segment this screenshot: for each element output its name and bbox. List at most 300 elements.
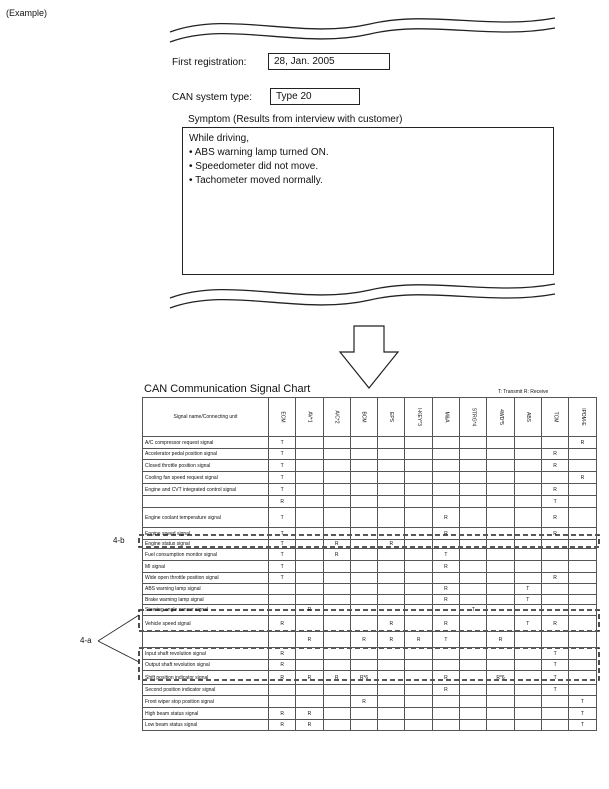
signal-cell: T xyxy=(569,696,596,708)
signal-row xyxy=(143,496,597,508)
unit-header-label: BCM xyxy=(361,411,368,423)
signal-cell xyxy=(323,472,350,484)
signal-cell xyxy=(405,449,432,460)
signal-cell xyxy=(296,595,323,605)
unit-header-label: TCM xyxy=(552,411,559,423)
signal-cell xyxy=(569,616,596,632)
signal-cell xyxy=(323,648,350,660)
unit-header-label: EPS xyxy=(388,411,395,423)
signal-cell xyxy=(323,720,350,731)
signal-cell xyxy=(296,685,323,696)
signal-cell xyxy=(296,449,323,460)
signal-cell xyxy=(487,660,514,671)
signal-name: Low beam status signal xyxy=(143,720,269,731)
signal-cell xyxy=(514,437,541,449)
signal-cell: R xyxy=(296,720,323,731)
symptom-label: Symptom (Results from interview with customer) xyxy=(188,114,403,125)
signal-cell xyxy=(350,648,377,660)
signal-name: Engine speed signal xyxy=(143,528,269,540)
signal-cell xyxy=(487,561,514,573)
signal-cell xyxy=(432,720,459,731)
unit-header-label: I-KEY*3 xyxy=(415,408,422,426)
signal-cell xyxy=(514,549,541,561)
signal-cell xyxy=(487,696,514,708)
signal-cell xyxy=(541,632,568,648)
unit-header xyxy=(432,398,459,437)
signal-cell: R*6 xyxy=(487,671,514,685)
signal-row xyxy=(143,437,597,449)
signal-row xyxy=(143,540,597,549)
signal-cell xyxy=(514,528,541,540)
signal-cell xyxy=(514,449,541,460)
signal-cell xyxy=(378,685,405,696)
signal-cell xyxy=(323,605,350,616)
signal-cell xyxy=(460,632,487,648)
signal-cell xyxy=(487,708,514,720)
signal-cell xyxy=(378,660,405,671)
unit-header xyxy=(487,398,514,437)
signal-cell xyxy=(514,484,541,496)
signal-cell xyxy=(487,685,514,696)
signal-cell xyxy=(296,496,323,508)
unit-header xyxy=(296,398,323,437)
signal-cell: T xyxy=(269,508,296,528)
signal-cell xyxy=(323,685,350,696)
signal-row xyxy=(143,573,597,584)
signal-name: Fuel consumption monitor signal xyxy=(143,549,269,561)
signal-cell: T xyxy=(514,595,541,605)
signal-cell xyxy=(323,584,350,595)
signal-cell xyxy=(432,660,459,671)
signal-cell xyxy=(487,508,514,528)
signal-cell: T xyxy=(269,472,296,484)
signal-cell xyxy=(350,484,377,496)
signal-cell xyxy=(460,660,487,671)
signal-cell: T xyxy=(541,685,568,696)
signal-cell xyxy=(323,484,350,496)
signal-cell xyxy=(350,605,377,616)
signal-cell xyxy=(378,449,405,460)
signal-cell xyxy=(378,508,405,528)
signal-cell xyxy=(514,540,541,549)
signal-row xyxy=(143,671,597,685)
signal-cell xyxy=(460,573,487,584)
signal-cell: T xyxy=(269,460,296,472)
signal-cell xyxy=(378,549,405,561)
signal-cell xyxy=(487,720,514,731)
signal-cell xyxy=(405,671,432,685)
signal-cell xyxy=(460,549,487,561)
signal-row xyxy=(143,460,597,472)
signal-cell: R xyxy=(432,685,459,696)
signal-cell xyxy=(323,595,350,605)
signal-cell: T xyxy=(541,496,568,508)
signal-name xyxy=(143,496,269,508)
first-registration-label: First registration: xyxy=(172,57,247,68)
signal-cell xyxy=(569,540,596,549)
signal-cell xyxy=(460,508,487,528)
signal-cell xyxy=(378,708,405,720)
signal-cell xyxy=(350,584,377,595)
signal-cell xyxy=(378,528,405,540)
signal-cell xyxy=(487,484,514,496)
signal-cell xyxy=(487,540,514,549)
unit-header xyxy=(541,398,568,437)
signal-cell xyxy=(460,616,487,632)
signal-cell xyxy=(405,561,432,573)
signal-cell xyxy=(269,605,296,616)
signal-cell xyxy=(514,720,541,731)
signal-cell: T xyxy=(432,632,459,648)
signal-cell xyxy=(350,437,377,449)
signal-cell xyxy=(541,540,568,549)
signal-cell: T xyxy=(514,616,541,632)
signal-cell xyxy=(405,595,432,605)
signal-cell xyxy=(460,708,487,720)
signal-name: Accelerator pedal position signal xyxy=(143,449,269,460)
symptom-line: • Tachometer moved normally. xyxy=(189,175,323,186)
signal-cell xyxy=(487,616,514,632)
corner-header: Signal name/Connecting unit xyxy=(143,398,269,437)
signal-cell xyxy=(350,549,377,561)
signal-cell xyxy=(460,671,487,685)
signal-name: High beam status signal xyxy=(143,708,269,720)
signal-row xyxy=(143,595,597,605)
signal-row xyxy=(143,632,597,648)
signal-cell xyxy=(460,472,487,484)
signal-cell: R xyxy=(350,696,377,708)
signal-cell xyxy=(460,460,487,472)
signal-name: ABS warning lamp signal xyxy=(143,584,269,595)
signal-cell: R xyxy=(541,508,568,528)
signal-cell: R xyxy=(541,528,568,540)
signal-cell: R xyxy=(432,584,459,595)
signal-cell xyxy=(378,484,405,496)
unit-header xyxy=(460,398,487,437)
signal-cell xyxy=(514,508,541,528)
signal-cell: R xyxy=(296,632,323,648)
signal-cell xyxy=(323,528,350,540)
signal-cell xyxy=(460,685,487,696)
signal-cell: R xyxy=(432,671,459,685)
signal-cell xyxy=(269,632,296,648)
signal-cell xyxy=(487,595,514,605)
signal-cell xyxy=(460,437,487,449)
signal-cell xyxy=(405,720,432,731)
signal-cell: T xyxy=(269,561,296,573)
signal-cell xyxy=(432,648,459,660)
top-wave-line xyxy=(170,18,555,32)
signal-cell: R xyxy=(296,671,323,685)
signal-cell xyxy=(487,648,514,660)
signal-cell xyxy=(296,584,323,595)
signal-cell xyxy=(296,437,323,449)
signal-cell xyxy=(460,484,487,496)
signal-cell xyxy=(378,696,405,708)
signal-cell xyxy=(487,472,514,484)
signal-cell xyxy=(569,508,596,528)
signal-cell xyxy=(323,508,350,528)
signal-cell xyxy=(432,573,459,584)
signal-cell xyxy=(514,696,541,708)
signal-row xyxy=(143,648,597,660)
chart-body xyxy=(143,437,597,731)
signal-cell: R xyxy=(323,549,350,561)
signal-cell xyxy=(405,437,432,449)
signal-row xyxy=(143,528,597,540)
unit-header xyxy=(405,398,432,437)
signal-row xyxy=(143,616,597,632)
signal-cell xyxy=(378,561,405,573)
signal-cell xyxy=(514,460,541,472)
signal-cell: R xyxy=(541,484,568,496)
signal-cell xyxy=(378,460,405,472)
signal-cell xyxy=(323,496,350,508)
signal-cell xyxy=(569,484,596,496)
signal-cell xyxy=(296,549,323,561)
signal-cell: T xyxy=(569,708,596,720)
signal-cell xyxy=(487,584,514,595)
signal-cell xyxy=(460,540,487,549)
signal-cell xyxy=(296,561,323,573)
signal-cell xyxy=(323,573,350,584)
signal-cell xyxy=(350,660,377,671)
signal-cell xyxy=(378,584,405,595)
signal-cell xyxy=(269,685,296,696)
signal-cell: R xyxy=(269,671,296,685)
signal-cell xyxy=(296,540,323,549)
signal-cell xyxy=(514,685,541,696)
first-registration-field: 28, Jan. 2005 xyxy=(268,53,390,70)
signal-cell: T xyxy=(460,605,487,616)
signal-name: Input shaft revolution signal xyxy=(143,648,269,660)
signal-row xyxy=(143,685,597,696)
signal-cell xyxy=(541,584,568,595)
signal-row xyxy=(143,561,597,573)
signal-cell: R xyxy=(269,616,296,632)
signal-cell: R xyxy=(541,460,568,472)
signal-cell: R xyxy=(269,720,296,731)
signal-cell xyxy=(541,708,568,720)
signal-cell xyxy=(460,528,487,540)
signal-cell: T xyxy=(541,660,568,671)
signal-cell xyxy=(350,472,377,484)
unit-header-label: ECM xyxy=(279,411,286,423)
signal-cell xyxy=(541,595,568,605)
signal-cell xyxy=(269,696,296,708)
signal-cell xyxy=(378,605,405,616)
unit-header xyxy=(569,398,596,437)
symptom-box xyxy=(182,127,554,275)
signal-cell xyxy=(460,449,487,460)
signal-cell: R xyxy=(323,540,350,549)
signal-cell xyxy=(296,573,323,584)
signal-cell xyxy=(350,720,377,731)
signal-name: Steering angle sensor signal xyxy=(143,605,269,616)
signal-cell xyxy=(378,496,405,508)
unit-header-label: A/C*2 xyxy=(333,410,340,424)
signal-cell: R xyxy=(432,595,459,605)
signal-cell xyxy=(323,616,350,632)
signal-cell xyxy=(296,484,323,496)
signal-cell: R xyxy=(569,437,596,449)
signal-cell xyxy=(269,595,296,605)
signal-cell xyxy=(405,660,432,671)
signal-cell xyxy=(405,472,432,484)
signal-cell xyxy=(432,472,459,484)
signal-cell: T xyxy=(541,648,568,660)
signal-cell xyxy=(296,696,323,708)
signal-cell xyxy=(432,460,459,472)
signal-cell xyxy=(541,437,568,449)
signal-name: Engine coolant temperature signal xyxy=(143,508,269,528)
signal-cell: R xyxy=(269,496,296,508)
signal-name: Wide open throttle position signal xyxy=(143,573,269,584)
unit-header-label: STRG*4 xyxy=(470,407,477,427)
signal-name: Shift position indicator signal xyxy=(143,671,269,685)
signal-cell xyxy=(569,671,596,685)
signal-cell xyxy=(296,616,323,632)
signal-cell xyxy=(296,472,323,484)
symptom-line: While driving, xyxy=(189,133,250,144)
unit-header xyxy=(514,398,541,437)
signal-cell xyxy=(378,720,405,731)
can-system-type-field: Type 20 xyxy=(270,88,360,105)
signal-cell xyxy=(487,460,514,472)
signal-cell: R xyxy=(432,616,459,632)
signal-cell: T xyxy=(269,549,296,561)
signal-cell xyxy=(514,605,541,616)
signal-cell xyxy=(460,584,487,595)
signal-cell xyxy=(514,648,541,660)
signal-cell: R xyxy=(432,561,459,573)
signal-cell: T xyxy=(569,720,596,731)
signal-cell: T xyxy=(269,484,296,496)
signal-cell xyxy=(350,540,377,549)
signal-cell xyxy=(569,685,596,696)
signal-cell xyxy=(569,561,596,573)
signal-cell xyxy=(350,528,377,540)
signal-cell xyxy=(487,449,514,460)
signal-cell xyxy=(569,460,596,472)
signal-cell xyxy=(378,648,405,660)
signal-cell xyxy=(514,632,541,648)
signal-cell: T xyxy=(541,671,568,685)
signal-row xyxy=(143,549,597,561)
signal-cell: R xyxy=(569,472,596,484)
signal-cell xyxy=(405,584,432,595)
signal-cell xyxy=(350,449,377,460)
signal-cell xyxy=(323,660,350,671)
signal-cell xyxy=(350,460,377,472)
signal-cell xyxy=(460,720,487,731)
signal-row xyxy=(143,660,597,671)
signal-name: Front wiper stop position signal xyxy=(143,696,269,708)
signal-cell xyxy=(432,696,459,708)
signal-cell xyxy=(323,708,350,720)
signal-cell xyxy=(487,496,514,508)
signal-cell: R xyxy=(296,708,323,720)
chart-legend: T: Transmit R: Receive xyxy=(498,389,549,395)
signal-cell xyxy=(514,472,541,484)
signal-cell xyxy=(323,449,350,460)
signal-cell: R xyxy=(487,632,514,648)
signal-cell xyxy=(405,685,432,696)
signal-cell xyxy=(487,549,514,561)
callout-a-line-1 xyxy=(98,615,139,641)
signal-cell xyxy=(487,437,514,449)
signal-cell xyxy=(405,484,432,496)
unit-header-label: AV*1 xyxy=(306,411,313,423)
signal-cell xyxy=(460,595,487,605)
signal-cell xyxy=(350,508,377,528)
signal-cell xyxy=(405,708,432,720)
signal-cell xyxy=(460,648,487,660)
signal-cell xyxy=(569,449,596,460)
signal-cell: T xyxy=(432,549,459,561)
signal-cell xyxy=(405,648,432,660)
signal-chart-table xyxy=(142,397,597,731)
unit-header xyxy=(378,398,405,437)
signal-cell xyxy=(514,561,541,573)
signal-name: Closed throttle position signal xyxy=(143,460,269,472)
unit-header-label: IPDM-E xyxy=(579,408,586,426)
signal-name: Cooling fan speed request signal xyxy=(143,472,269,484)
signal-cell xyxy=(296,460,323,472)
signal-cell xyxy=(405,528,432,540)
signal-cell xyxy=(405,573,432,584)
signal-cell xyxy=(432,484,459,496)
signal-cell: R xyxy=(541,449,568,460)
signal-cell xyxy=(541,472,568,484)
signal-cell xyxy=(323,632,350,648)
signal-row xyxy=(143,708,597,720)
signal-cell xyxy=(514,708,541,720)
chart-header-row xyxy=(143,398,597,437)
signal-cell xyxy=(541,549,568,561)
signal-cell xyxy=(569,632,596,648)
signal-cell xyxy=(405,496,432,508)
signal-cell xyxy=(432,540,459,549)
signal-cell: R xyxy=(296,605,323,616)
chart-title: CAN Communication Signal Chart xyxy=(144,383,311,395)
signal-cell xyxy=(323,437,350,449)
signal-cell xyxy=(569,605,596,616)
signal-cell xyxy=(541,696,568,708)
signal-cell xyxy=(323,696,350,708)
signal-cell xyxy=(296,528,323,540)
signal-cell: T xyxy=(269,437,296,449)
unit-header xyxy=(269,398,296,437)
signal-name: A/C compressor request signal xyxy=(143,437,269,449)
signal-cell xyxy=(405,696,432,708)
signal-cell xyxy=(460,696,487,708)
signal-name: Engine and CVT integrated control signal xyxy=(143,484,269,496)
signal-cell xyxy=(296,648,323,660)
signal-cell xyxy=(432,605,459,616)
signal-cell xyxy=(569,595,596,605)
signal-cell xyxy=(350,561,377,573)
signal-cell xyxy=(487,528,514,540)
signal-cell xyxy=(378,437,405,449)
signal-name: Engine status signal xyxy=(143,540,269,549)
signal-cell xyxy=(432,708,459,720)
signal-cell xyxy=(432,496,459,508)
signal-cell xyxy=(460,561,487,573)
signal-cell: R xyxy=(378,540,405,549)
signal-cell: T xyxy=(269,540,296,549)
signal-cell xyxy=(514,496,541,508)
